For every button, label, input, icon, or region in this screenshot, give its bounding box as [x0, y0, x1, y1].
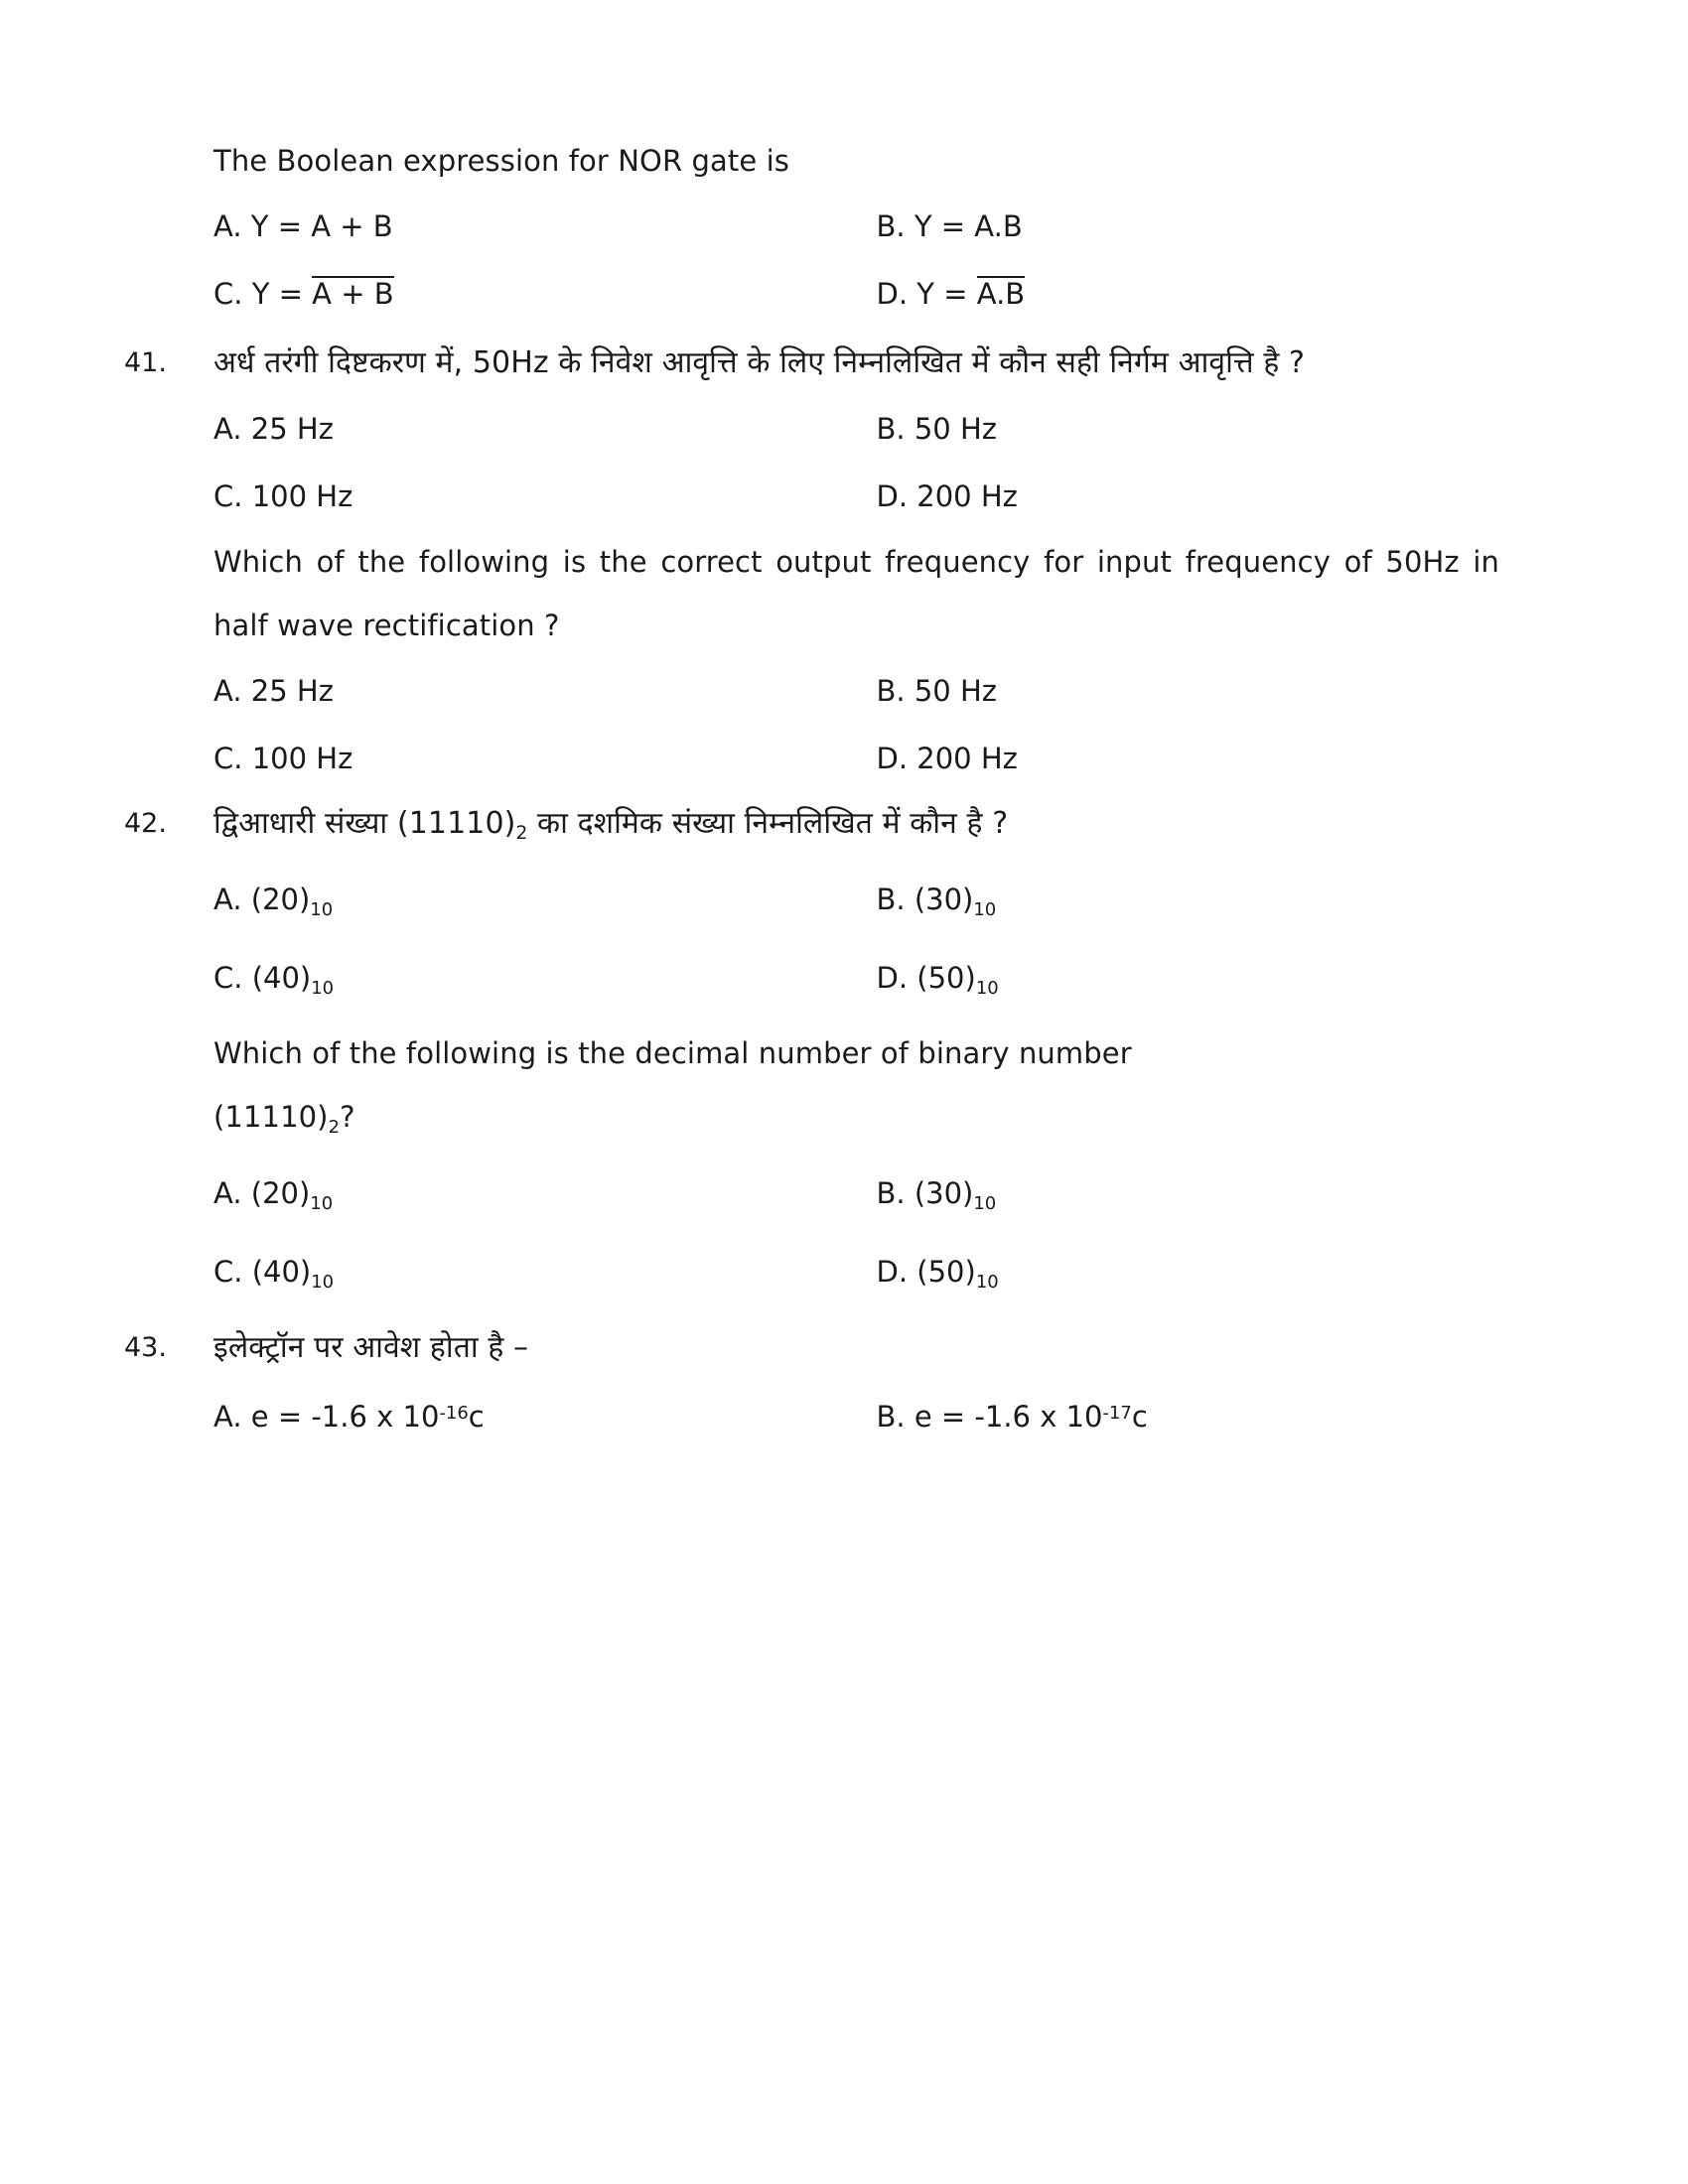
option-a-subscript: 10: [310, 1192, 334, 1214]
option-b-label: B.: [876, 209, 906, 243]
question-43-options: [213, 1380, 1519, 1450]
option-a-exponent: -16: [439, 1402, 469, 1424]
option-c-label: C.: [213, 1254, 243, 1289]
option-b-text: 50 Hz: [914, 412, 997, 446]
question-41-stem-hindi: अर्ध तरंगी दिष्टकरण में, 50Hz के निवेश आवृत्ति के लिए निम्नलिखित में कौन सही निर्गम आवृत्ति है ?: [213, 345, 1306, 380]
option-b-label: B.: [876, 1176, 906, 1211]
question-43-stem-hindi: इलेक्ट्रॉन पर आवेश होता है –: [213, 1329, 529, 1365]
option-b-label: B.: [876, 882, 906, 916]
option-d-text: 200 Hz: [916, 479, 1018, 513]
option-a[interactable]: [213, 395, 867, 463]
question-42-stem-english-line2: [213, 1085, 1519, 1160]
option-a[interactable]: [213, 1380, 867, 1450]
option-b[interactable]: [867, 657, 1520, 725]
option-c[interactable]: [213, 260, 867, 328]
question-42-stem-english-line1: Which of the following is the decimal number of binary number: [213, 1036, 1132, 1071]
option-d-text: 200 Hz: [916, 742, 1018, 775]
option-c-text: 100 Hz: [251, 742, 353, 775]
option-d[interactable]: [867, 463, 1520, 530]
question-41-stem-english: Which of the following is the correct output frequency for input frequency of 50Hz in half wave rectification ?: [213, 545, 1499, 642]
question-42-options-hindi: [213, 866, 1519, 1023]
option-d-label: D.: [876, 1254, 909, 1289]
option-c-label: C.: [213, 742, 243, 775]
question-block-41: [124, 332, 1519, 792]
option-b-unit: c: [1131, 1399, 1148, 1433]
option-b-label: B.: [876, 1399, 906, 1433]
option-a-text: e = -1.6 x 10: [250, 1399, 440, 1433]
option-a-label: A.: [213, 1399, 242, 1433]
question-41-options-english: [213, 657, 1519, 792]
option-d-label: D.: [876, 479, 909, 513]
option-c-overline-expression: A + B: [312, 277, 394, 311]
option-a-text: 25 Hz: [250, 674, 334, 708]
option-c[interactable]: [213, 725, 867, 792]
question-block-43: [124, 1316, 1519, 1450]
question-number-43: 43.: [124, 1331, 167, 1363]
option-a-label: A.: [213, 412, 242, 446]
question-number-41: 41.: [124, 347, 167, 378]
option-b[interactable]: [867, 1160, 1520, 1238]
option-d[interactable]: [867, 260, 1520, 328]
option-b-text: (30): [914, 882, 974, 916]
option-d-subscript: 10: [975, 977, 999, 999]
option-a[interactable]: [213, 866, 867, 944]
option-c-text: (40): [251, 960, 312, 995]
option-b-text: 50 Hz: [914, 674, 997, 708]
option-a-text: (20): [250, 882, 311, 916]
option-a-label: A.: [213, 1176, 242, 1211]
option-b-label: B.: [876, 412, 906, 446]
option-b[interactable]: [867, 395, 1520, 463]
option-d-prefix: Y =: [916, 277, 968, 311]
option-c-label: C.: [213, 960, 243, 995]
option-a-unit: c: [468, 1399, 485, 1433]
option-a-label: A.: [213, 674, 242, 708]
option-b[interactable]: [867, 866, 1520, 944]
option-d-label: D.: [876, 277, 909, 311]
option-b[interactable]: [867, 1380, 1520, 1450]
option-b-text: Y = A.B: [914, 209, 1023, 243]
option-d-label: D.: [876, 960, 909, 995]
option-a-text: (20): [250, 1176, 311, 1211]
option-c-subscript: 10: [311, 1271, 335, 1293]
question-42-stem-hindi: [213, 792, 1519, 866]
option-b-exponent: -17: [1102, 1402, 1132, 1424]
option-c-text: (40): [251, 1254, 312, 1289]
option-c[interactable]: [213, 944, 867, 1023]
question-41-options-hindi: [213, 395, 1519, 530]
question-42-stem-hindi-subscript: 2: [515, 822, 528, 844]
option-a[interactable]: [213, 657, 867, 725]
question-block-nor-gate: [213, 129, 1519, 328]
option-b-text: e = -1.6 x 10: [914, 1399, 1103, 1433]
option-c-text: 100 Hz: [251, 479, 353, 513]
option-b-subscript: 10: [973, 898, 997, 920]
option-d[interactable]: [867, 725, 1520, 792]
option-b[interactable]: [867, 193, 1520, 260]
option-c[interactable]: [213, 463, 867, 530]
question-block-42: [124, 792, 1519, 1316]
option-b-text: (30): [914, 1176, 974, 1211]
option-d[interactable]: [867, 944, 1520, 1023]
option-a-subscript: 10: [310, 898, 334, 920]
question-42-binary-subscript: 2: [328, 1117, 341, 1139]
option-b-label: B.: [876, 674, 906, 708]
option-a-label: A.: [213, 882, 242, 916]
option-a-text: Y = A + B: [250, 209, 393, 243]
option-c-prefix: Y =: [251, 277, 303, 311]
question-42-options-english: [213, 1160, 1519, 1316]
option-d[interactable]: [867, 1238, 1520, 1316]
option-c-label: C.: [213, 479, 243, 513]
question-42-question-mark: ?: [340, 1100, 355, 1135]
option-d-text: (50): [916, 960, 976, 995]
question-42-stem-hindi-post: का दशमिक संख्या निम्नलिखित में कौन है ?: [527, 806, 1009, 841]
question-stem-english: The Boolean expression for NOR gate is: [213, 144, 790, 178]
option-a-text: 25 Hz: [250, 412, 334, 446]
option-d-subscript: 10: [975, 1271, 999, 1293]
option-c[interactable]: [213, 1238, 867, 1316]
option-a-label: A.: [213, 209, 242, 243]
question-42-stem-hindi-pre: द्विआधारी संख्या (11110): [213, 806, 516, 841]
option-d-text: (50): [916, 1254, 976, 1289]
option-d-overline-expression: A.B: [976, 277, 1026, 311]
question-42-binary-number: (11110): [213, 1100, 329, 1135]
option-a[interactable]: [213, 1160, 867, 1238]
option-c-label: C.: [213, 277, 243, 311]
question-number-42: 42.: [124, 808, 167, 839]
option-d-label: D.: [876, 742, 909, 775]
options-list: [213, 193, 1519, 328]
option-a[interactable]: [213, 193, 867, 260]
option-b-subscript: 10: [973, 1192, 997, 1214]
option-c-subscript: 10: [311, 977, 335, 999]
